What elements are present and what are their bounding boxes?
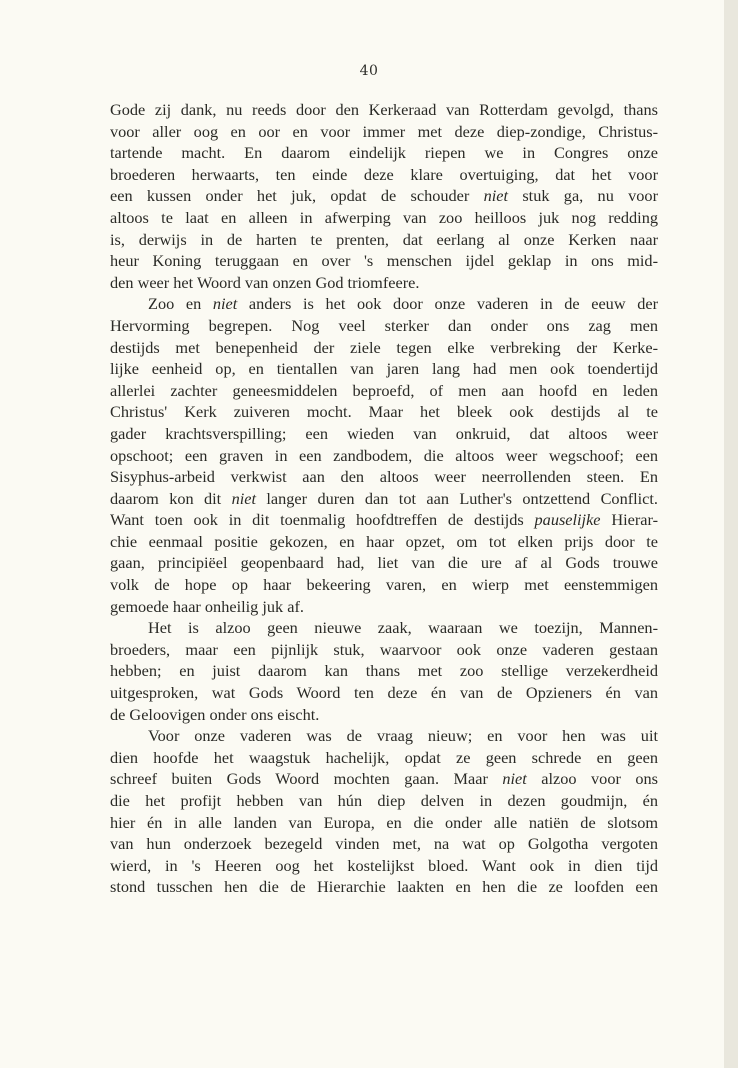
text-line: Want toen ook in dit toenmalig hoofdtreffen de destijds pauselijke Hierar- bbox=[110, 510, 658, 530]
text-line: die het profijt hebben van hún diep delven in dezen goudmijn, én bbox=[110, 791, 658, 810]
text-line: wierd, in 's Heeren oog het kostelijkst bloed. Want ook in dien tijd bbox=[110, 855, 658, 875]
text-line: altoos te laat en alleen in afwerping van zoo heilloos juk nog redding bbox=[110, 207, 658, 227]
text-line: stond tusschen hen die de Hierarchie laakten en hen die ze loofden een bbox=[110, 877, 658, 897]
text-line: Sisyphus-arbeid verkwist aan den altoos weer neerrollenden steen. En bbox=[110, 467, 658, 487]
text-line: voor aller oog en oor en voor immer met deze diep-zondige, Christus- bbox=[110, 121, 658, 141]
page-number: 40 bbox=[359, 63, 379, 79]
text-line: Gode zij dank, nu reeds door den Kerkeraad van Rotterdam gevolgd, thans bbox=[110, 100, 658, 119]
text-line: gaan, principiëel geopenbaard had, liet van die ure af al Gods trouwe bbox=[110, 553, 658, 573]
emphasis-text: pauselijke bbox=[534, 510, 601, 530]
paragraph bbox=[110, 617, 658, 725]
emphasis-text: niet bbox=[502, 769, 527, 789]
text-line: uitgesproken, wat Gods Woord ten deze én van de Opzieners én van bbox=[110, 683, 658, 703]
text-line: broederen herwaarts, ten einde deze klare overtuiging, dat het voor bbox=[110, 164, 658, 184]
text-line: destijds met benepenheid der ziele tegen elke verbreking der Kerke- bbox=[110, 337, 658, 357]
text-line: schreef buiten Gods Woord mochten gaan. Maar niet alzoo voor ons bbox=[110, 769, 658, 789]
text-line: daarom kon dit niet langer duren dan tot aan Luther's ontzettend Conflict. bbox=[110, 488, 658, 508]
paragraph bbox=[110, 725, 658, 898]
text-line: dien hoofde het waagstuk hachelijk, opdat ze geen schrede en geen bbox=[110, 747, 658, 767]
emphasis-text: niet bbox=[231, 488, 257, 508]
text-line: gemoede haar onheilig juk af. bbox=[110, 596, 304, 616]
paragraph bbox=[110, 293, 658, 617]
text-line: Christus' Kerk zuiveren mocht. Maar het bleek ook destijds al te bbox=[110, 402, 658, 422]
emphasis-text: niet bbox=[483, 186, 509, 206]
text-line: Voor onze vaderen was de vraag nieuw; en voor hen was uit bbox=[148, 726, 658, 746]
text-line: lijke eenheid op, en tientallen van jaren lang had men ook toendertijd bbox=[110, 359, 658, 379]
text-line: Het is alzoo geen nieuwe zaak, waaraan we toezijn, Mannen- bbox=[148, 618, 658, 638]
emphasis-text: niet bbox=[212, 294, 238, 314]
text-line: chie eenmaal positie gekozen, en haar opzet, om tot elken prijs door te bbox=[110, 531, 658, 551]
body-text bbox=[110, 99, 658, 898]
text-line: Zoo en niet anders is het ook door onze vaderen in de eeuw der bbox=[148, 294, 658, 314]
text-line: is, derwijs in de harten te prenten, dat eerlang al onze Kerken naar bbox=[110, 229, 658, 249]
text-line: de Geloovigen onder ons eischt. bbox=[110, 704, 320, 724]
paragraph bbox=[110, 99, 658, 293]
text-line: hier én in alle landen van Europa, en die onder alle natiën de slotsom bbox=[110, 812, 658, 832]
text-line: allerlei zachter geneesmiddelen beproefd, of men aan hoofd en leden bbox=[110, 380, 658, 400]
text-line: gader krachtsverspilling; een wieden van onkruid, dat altoos weer bbox=[110, 423, 658, 443]
text-line: van hun onderzoek bezegeld vinden met, na wat op Golgotha vergoten bbox=[110, 834, 658, 854]
text-line: Hervorming begrepen. Nog veel sterker dan onder ons zag men bbox=[110, 315, 658, 335]
text-line: hebben; en juist daarom kan thans met zoo stellige verzekerdheid bbox=[110, 661, 658, 681]
text-line: opschoot; een graven in een zandbodem, die altoos weer wegschoof; een bbox=[110, 445, 658, 465]
text-line: heur Koning teruggaan en over 's menschen ijdel geklap in ons mid- bbox=[110, 251, 658, 271]
text-line: den weer het Woord van onzen God triomfeere. bbox=[110, 272, 420, 292]
text-line: tartende macht. En daarom eindelijk riepen we in Congres onze bbox=[110, 143, 658, 163]
text-line: een kussen onder het juk, opdat de schouder niet stuk ga, nu voor bbox=[110, 186, 658, 206]
text-line: broeders, maar een pijnlijk stuk, waarvoor ook onze vaderen gestaan bbox=[110, 639, 658, 659]
text-line: volk de hope op haar bekeering varen, en wierp met eenstemmigen bbox=[110, 575, 658, 595]
